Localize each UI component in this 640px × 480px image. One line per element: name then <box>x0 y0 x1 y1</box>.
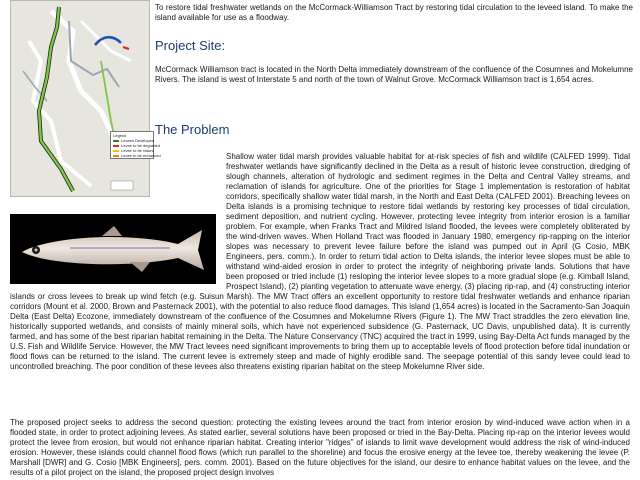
intro-text: To restore tidal freshwater wetlands on the McCormack-Williamson Tract by restoring tidal circulation to the leveed island. To make the island available for use as a floodway. <box>155 3 633 22</box>
legend-item-label: Levee to be enhanced <box>121 153 161 158</box>
legend-item-label: Levee to be degraded <box>121 143 160 148</box>
problem-section <box>10 152 630 372</box>
problem-heading: The Problem <box>155 122 230 137</box>
legend-item-label: Levee to be raised <box>121 148 154 153</box>
project-site-text: McCormack Williamson tract is located in the North Delta immediately downstream of the confluence of the Cosumnes and Mokelumne Rivers. The island is west of Interstate 5 and north of the town of Walnut Grove. McCormack Williamson tract is 1,654 acres. <box>155 65 633 84</box>
legend-item-label: Levees Developed <box>121 138 155 143</box>
legend-title: Legend <box>113 133 127 138</box>
proposed-project-text: The proposed project seeks to address the second question: protecting the existing levees around the tract from interior erosion by wind-induced wave action when in a flooded state, in order to protect adjoining levees. As stated earlier, several solutions have been proposed or tried in the Bay-Delta. Placing rip-rap on the interior levees would protect the levee from erosion, but would not enhance riparian habitat. Creating interior "ridges" of islands to limit wave development would address the risk of wind-induced erosion. However, these islands could channel flood flows (which run parallel to the shoreline) and focus the erosive energy at the levee toe, thereby weakening the levee (P. Marshall [DWR] and G. Cosio [MBK Engineers], pers. comm. 2001). Based on the future objectives for the island, our desire to enhance habitat values on the levee, and the results of a pilot project on the island, the proposed project design involves <box>10 418 630 477</box>
problem-text: Shallow water tidal marsh provides valuable habitat for at-risk species of fish and wildlife (CALFED 1999). Tidal freshwater wetlands have significantly declined in the Delta as a result of historic levee construction, dredging of slough channels, alteration of hydrologic and sediment regimes in the Delta and Central Valley streams, and reclamation of islands for agriculture. One of the priorities for Stage 1 implementation is restoration of habitat corridors, specifically shallow water tidal marsh, in the North and East Delta (CALFED 2001). Breaching levees on Delta islands is a promising technique to restore tidal wetlands by restoring key processes of tidal circulation, sediment deposition, and nutrient cycling. However, protecting levee integrity from interior erosion is a familiar problem. For example, when Franks Tract and Mildred Island flooded, the levees were completely obliterated by the wind-driven waves. When Holland Tract was flooded in January 1980, emergency rip-rapping on the interior slopes was necessary to prevent levee failure before the island was pumped out in April (G Cosio, MBK Engineers, pers. comm.). In order to return tidal action to Delta islands, the interior levee slopes must be able to withstand wind-aided erosion in order to protect the integrity of neighboring private lands. Solutions that have been proposed or tried include (1) resloping the interior levee slopes to a more gradual slope (e.g. Kimball Island, Prospect Island), (2) planting vegetation to attenuate wave energy, (3) placing rip-rap, and (4) constructing interior islands or cross levees to break up wind fetch (e.g. Suisun Marsh). The MW Tract offers an excellent opportunity to restore tidal freshwater wetlands and enhance riparian corridors (Mount et al. 2000, Brown and Pasternack 2001), with the potential to also reduce flood damages. This island (1,654 acres) is located in the Sacramento-San Joaquin Delta (East Delta) Ecozone, immediately downstream of the confluence of the Cosumnes and Mokelumne Rivers (Figure 1). The MW Tract straddles the zero elevation line, historically supported wetlands, and consists of mainly mineral soils, which have not experienced subsidence (G. Pasternack, UC Davis, unpublished data). It is currently farmed, and has some of the best riparian habitat remaining in the Delta. The Nature Conservancy (TNC) acquired the tract in 1999, using Bay-Delta Act funds managed by the U.S. Fish and Wildlife Service. However, the MW Tract levees need significant improvements to bring them up to acceptable levels of flood protection before tidal inundation or flood flows can be returned to the island. The current levee is extremely steep and made of highly erodible sand. The seepage potential of this sandy levee could lead to uncontrolled breaching. The poor condition of these levees also threatens existing riparian habitat on the steep Mokelumne River side. <box>10 152 630 371</box>
project-site-heading: Project Site: <box>155 38 226 53</box>
fish-photo-space <box>10 152 226 287</box>
